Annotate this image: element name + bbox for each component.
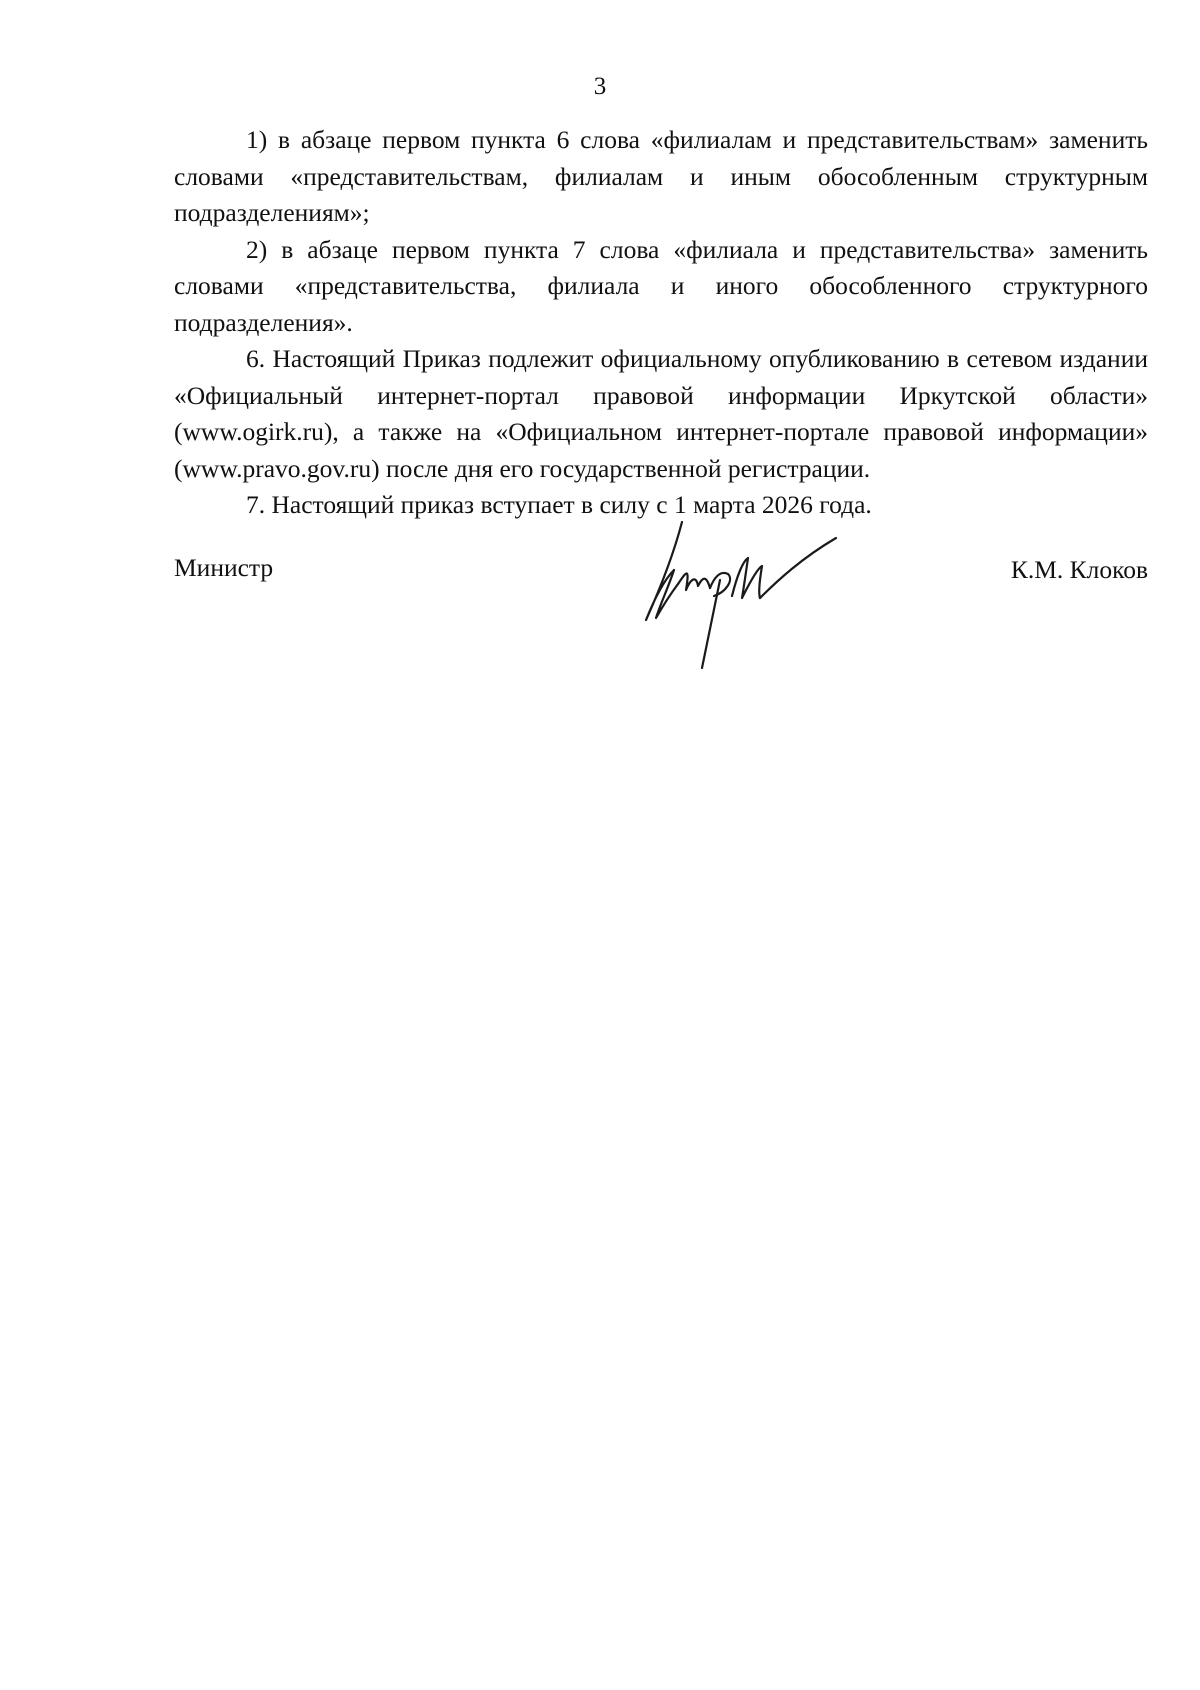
paragraph-publication: 6. Настоящий Приказ подлежит официальному опубликованию в сетевом издании «Официальный интернет-портал правовой информации Иркутской области» (www.ogirk.ru), а также на «Официальном интернет-портале правовой информации» (www.pravo.gov.ru) после дня его государственной регистрации. — [174, 344, 1148, 483]
page-number: 3 — [593, 73, 607, 100]
paragraph-effective-date: 7. Настоящий приказ вступает в силу с 1 марта 2026 года. — [246, 490, 872, 519]
signer-name: К.М. Клоков — [1010, 555, 1148, 584]
signer-title: Министр — [174, 553, 274, 582]
paragraph-amendment-1: 1) в абзаце первом пункта 6 слова «филиалам и представительствам» заменить словами «представительствам, филиалам и иным обособленным структурным подразделениям»; — [174, 125, 1148, 227]
paragraph-amendment-2: 2) в абзаце первом пункта 7 слова «филиала и представительства» заменить словами «представительства, филиала и иного обособленного структурного подразделения». — [174, 234, 1148, 337]
handwritten-signature — [624, 500, 854, 680]
signature-block — [174, 540, 1148, 680]
document-body — [174, 122, 1148, 524]
